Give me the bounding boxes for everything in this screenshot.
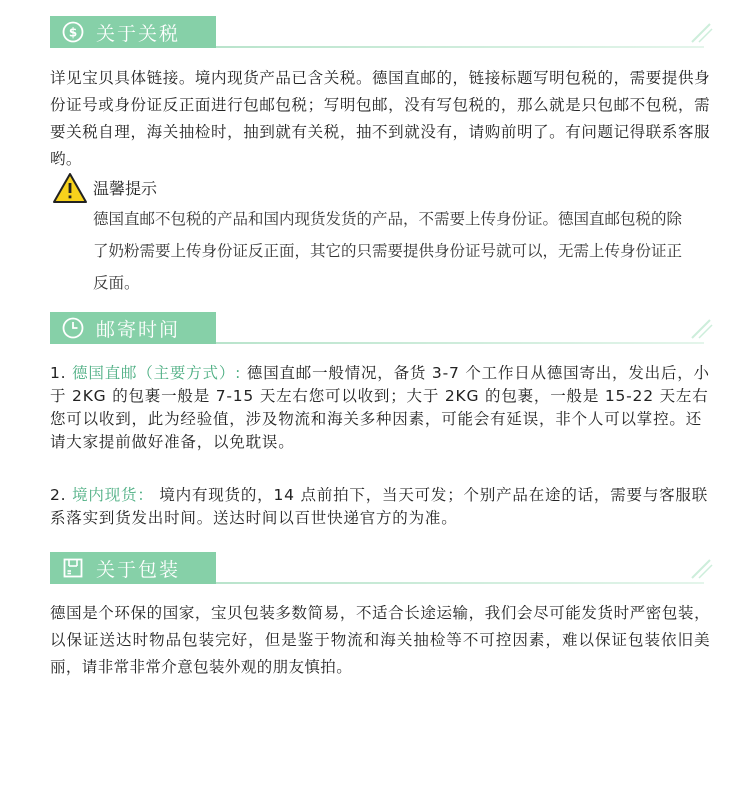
section-tab-tax bbox=[50, 16, 216, 48]
clock-icon bbox=[62, 317, 84, 339]
header-decoration bbox=[688, 20, 714, 46]
package-box-icon bbox=[62, 557, 84, 579]
section-header-tax bbox=[50, 16, 714, 50]
header-decoration bbox=[688, 316, 714, 342]
item-text-domestic: 境内有现货的，14 点前拍下，当天可发；个别产品在途的话，需要与客服联系落实到货发出时间。送达时间以百世快递官方的为准。 bbox=[50, 486, 709, 527]
header-decoration bbox=[688, 556, 714, 582]
packaging-description: 德国是个环保的国家，宝贝包装多数简易，不适合长途运输，我们会尽可能发货时严密包装，以保证送达时物品包装完好，但是鉴于物流和海关抽检等不可控因素，难以保证包装依旧美丽，请非常非常介意包装外观的朋友慎拍。 bbox=[50, 604, 710, 676]
warning-triangle-icon bbox=[52, 172, 88, 204]
dollar-coin-icon bbox=[62, 21, 84, 43]
shipping-item-direct bbox=[50, 362, 710, 454]
header-divider bbox=[216, 342, 704, 344]
item-label-domestic: 境内现货： bbox=[72, 486, 154, 504]
section-header-shipping bbox=[50, 312, 714, 346]
section-tab-packaging bbox=[50, 552, 216, 584]
item-number: 2. bbox=[50, 486, 67, 504]
item-text-direct: 德国直邮一般情况，备货 3-7 个工作日从德国寄出，发出后，小于 2KG 的包裹一般是 7-15 天左右您可以收到；大于 2KG 的包裹，一般是 15-22 天左右您可以收到，此为经验值，涉及物流和海关多种因素，可能会有延误，非个人可以掌控。还请大家提前做好准备，以免耽误。 bbox=[50, 364, 710, 451]
section-tab-shipping bbox=[50, 312, 216, 344]
svg-text:$: $ bbox=[68, 25, 78, 40]
item-label-direct: 德国直邮（主要方式）: bbox=[72, 364, 242, 382]
section-header-packaging bbox=[50, 552, 714, 586]
warning-body: 德国直邮不包税的产品和国内现货发货的产品，不需要上传身份证。德国直邮包税的除了奶粉需要上传身份证反正面，其它的只需要提供身份证号就可以，无需上传身份证正反面。 bbox=[93, 210, 683, 292]
section-title-packaging: 关于包装 bbox=[96, 558, 181, 581]
warning-title: 温馨提示 bbox=[93, 179, 158, 198]
tax-description: 详见宝贝具体链接。境内现货产品已含关税。德国直邮的，链接标题写明包税的，需要提供身份证号或身份证反正面进行包邮包税；写明包邮，没有写包税的，那么就是只包邮不包税，需要关税自理，海关抽检时，抽到就有关税，抽不到就没有，请购前明了。有问题记得联系客服哟。 bbox=[50, 69, 710, 168]
header-divider bbox=[216, 582, 704, 584]
shipping-item-domestic bbox=[50, 484, 710, 530]
section-title-tax: 关于关税 bbox=[96, 22, 181, 45]
item-number: 1. bbox=[50, 364, 67, 382]
header-divider bbox=[216, 46, 704, 48]
section-title-shipping: 邮寄时间 bbox=[96, 318, 181, 341]
